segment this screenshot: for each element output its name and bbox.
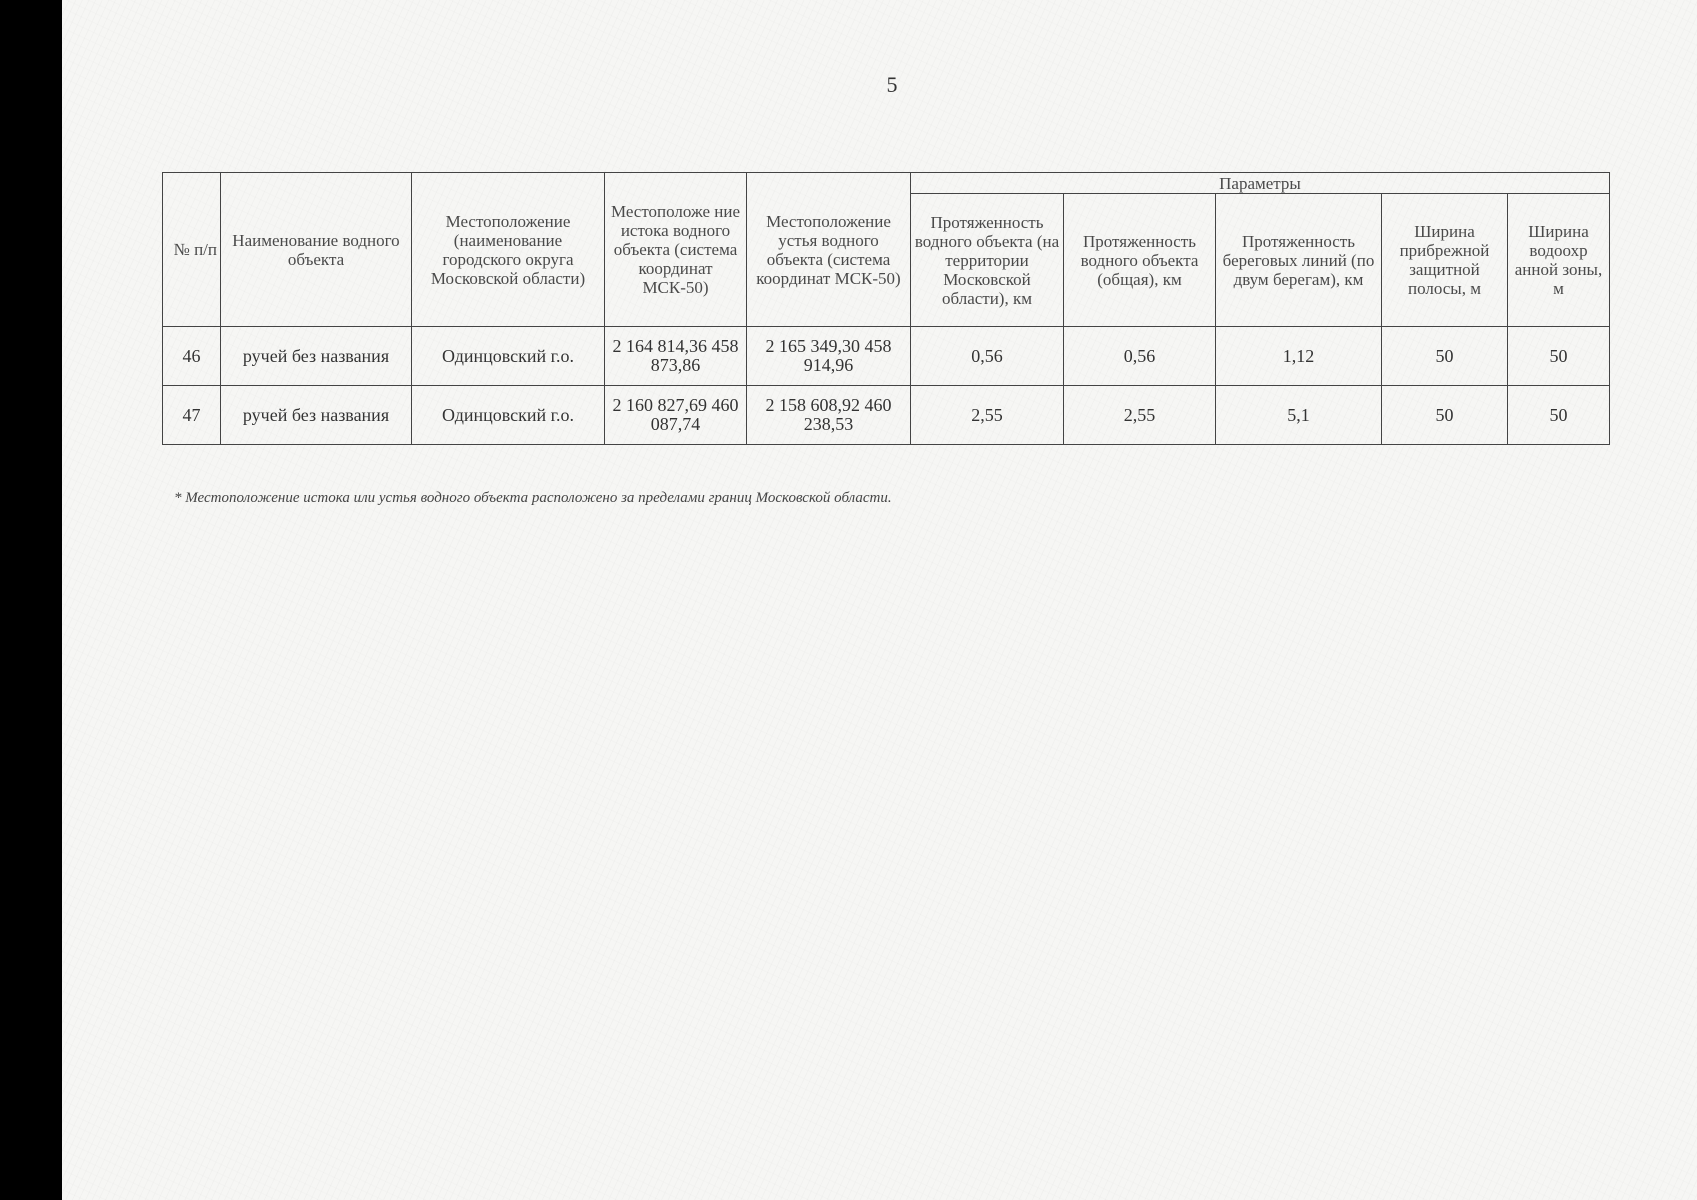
footnote: * Местоположение истока или устья водного объекта расположено за пределами границ Московской области. [174, 490, 892, 506]
cell-protective-strip: 50 [1382, 327, 1508, 386]
header-name: Наименование водного объекта [221, 173, 412, 327]
cell-num: 47 [163, 386, 221, 445]
header-length-mo: Протяженность водного объекта (на территории Московской области), км [911, 194, 1064, 327]
header-location: Местоположение (наименование городского округа Московской области) [412, 173, 605, 327]
cell-shore-length: 1,12 [1216, 327, 1382, 386]
header-num: № п/п [163, 173, 221, 327]
header-protective-strip: Ширина прибрежной защитной полосы, м [1382, 194, 1508, 327]
cell-protective-strip: 50 [1382, 386, 1508, 445]
cell-length-total: 2,55 [1064, 386, 1216, 445]
cell-source: 2 160 827,69 460 087,74 [605, 386, 747, 445]
cell-shore-length: 5,1 [1216, 386, 1382, 445]
table-header-row-1 [163, 173, 1610, 194]
cell-mouth: 2 158 608,92 460 238,53 [747, 386, 911, 445]
header-water-zone: Ширина водоохр анной зоны, м [1508, 194, 1610, 327]
cell-source: 2 164 814,36 458 873,86 [605, 327, 747, 386]
scan-dark-edge [0, 0, 62, 1200]
cell-water-zone: 50 [1508, 386, 1610, 445]
cell-num: 46 [163, 327, 221, 386]
cell-length-mo: 2,55 [911, 386, 1064, 445]
header-length-total: Протяженность водного объекта (общая), км [1064, 194, 1216, 327]
table-row [163, 386, 1610, 445]
header-source: Местоположе ние истока водного объекта (система координат МСК-50) [605, 173, 747, 327]
document-page [62, 0, 1697, 1200]
header-params-group: Параметры [911, 173, 1610, 194]
cell-water-zone: 50 [1508, 327, 1610, 386]
cell-mouth: 2 165 349,30 458 914,96 [747, 327, 911, 386]
cell-location: Одинцовский г.о. [412, 386, 605, 445]
cell-length-total: 0,56 [1064, 327, 1216, 386]
cell-name: ручей без названия [221, 386, 412, 445]
cell-location: Одинцовский г.о. [412, 327, 605, 386]
page-number: 5 [886, 72, 898, 97]
water-objects-table [162, 172, 1610, 445]
table-row [163, 327, 1610, 386]
cell-length-mo: 0,56 [911, 327, 1064, 386]
header-shore-length: Протяженность береговых линий (по двум берегам), км [1216, 194, 1382, 327]
cell-name: ручей без названия [221, 327, 412, 386]
header-mouth: Местоположение устья водного объекта (система координат МСК-50) [747, 173, 911, 327]
